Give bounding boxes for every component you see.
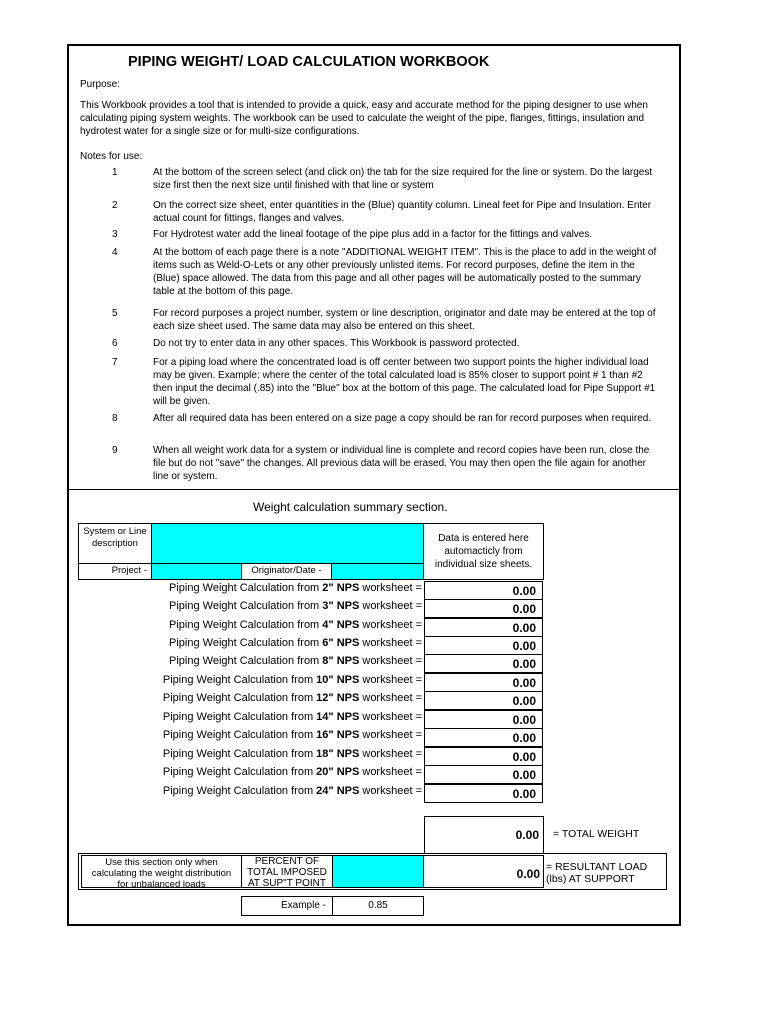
- note-text: After all required data has been entered on a size page a copy should be ran for record purposes when required.: [153, 413, 652, 424]
- note-number: 2: [112, 200, 118, 211]
- row-size: 2": [322, 582, 334, 594]
- row-size: 16": [316, 729, 334, 741]
- row-nps: NPS: [336, 729, 360, 741]
- page-title: PIPING WEIGHT/ LOAD CALCULATION WORKBOOK: [128, 54, 490, 70]
- row-nps: NPS: [336, 637, 360, 649]
- note-number: 3: [112, 229, 118, 240]
- row-size: 14": [316, 711, 334, 723]
- row-suffix: worksheet =: [362, 785, 422, 797]
- row-prefix: Piping Weight Calculation from: [162, 692, 314, 704]
- total-weight-value: 0.00: [515, 828, 539, 842]
- row-nps: NPS: [336, 748, 360, 760]
- row-size: 4": [322, 619, 334, 631]
- row-size: 12": [316, 692, 334, 704]
- auto-entry-note-box: [423, 523, 544, 580]
- row-label: [62, 766, 422, 778]
- row-nps: NPS: [336, 766, 360, 778]
- row-value: 0.00: [424, 673, 543, 692]
- percent-input[interactable]: [332, 855, 424, 888]
- row-value: 0.00: [424, 747, 543, 766]
- note-text: For a piping load where the concentrated load is off center between two support points the higher individual load may be given. Example: where the center of the total calculated load is 85% closer to support point # 1 than #2 then input the decimal (.85) into the "Blue" box at the bottom of this page. The calculated load for Pipe Support #1 will be given.: [153, 357, 656, 407]
- note-number: 1: [112, 167, 118, 178]
- row-prefix: Piping Weight Calculation from: [162, 711, 314, 723]
- row-prefix: Piping Weight Calculation from: [162, 729, 314, 741]
- total-weight-box: [424, 816, 544, 854]
- row-suffix: worksheet =: [362, 766, 422, 778]
- row-prefix: Piping Weight Calculation from: [169, 619, 320, 631]
- row-value: 0.00: [424, 618, 543, 637]
- originator-input[interactable]: [331, 563, 424, 580]
- row-suffix: worksheet =: [362, 674, 422, 686]
- note-text: At the bottom of the screen select (and click on) the tab for the size required for the line or system. Do the largest size first then the next size until finished with that line or system: [153, 167, 653, 191]
- row-prefix: Piping Weight Calculation from: [169, 637, 320, 649]
- row-label: [62, 785, 422, 797]
- row-value: 0.00: [424, 728, 543, 747]
- note-number: 8: [112, 413, 118, 424]
- row-nps: NPS: [336, 600, 360, 612]
- row-suffix: worksheet =: [362, 600, 422, 612]
- row-size: 6": [322, 637, 334, 649]
- row-suffix: worksheet =: [362, 748, 422, 760]
- note-text: For Hydrotest water add the lineal footage of the pipe plus add in a factor for the fittings and valves.: [153, 229, 593, 240]
- row-nps: NPS: [336, 582, 360, 594]
- note-text: When all weight work data for a system or individual line is complete and record copies have been run, close the file but do not "save" the changes. All previous data will be erased. You may then open the file again for another line or system.: [153, 445, 650, 482]
- row-suffix: worksheet =: [362, 655, 422, 667]
- project-input[interactable]: [151, 563, 242, 580]
- note-text: For record purposes a project number, system or line description, originator and date may be entered at the top of each size sheet used. The same data may also be entered on this sheet.: [153, 308, 656, 332]
- row-label: [62, 600, 422, 612]
- row-value: 0.00: [424, 691, 543, 710]
- row-label: [62, 711, 422, 723]
- row-prefix: Piping Weight Calculation from: [169, 655, 320, 667]
- note-text: Do not try to enter data in any other spaces. This Workbook is password protected.: [153, 338, 520, 349]
- section-divider: [67, 489, 681, 490]
- percent-label: PERCENT OF TOTAL IMPOSED AT SUP"T POINT: [241, 855, 333, 888]
- project-label: Project -: [78, 563, 152, 580]
- note-number: 7: [112, 357, 118, 368]
- row-label: [62, 619, 422, 631]
- summary-title: Weight calculation summary section.: [253, 500, 448, 514]
- row-prefix: Piping Weight Calculation from: [162, 785, 314, 797]
- system-line-label: System or Line description: [78, 523, 152, 564]
- row-nps: NPS: [336, 692, 360, 704]
- row-value: 0.00: [424, 636, 543, 655]
- row-suffix: worksheet =: [362, 582, 422, 594]
- row-label: [62, 748, 422, 760]
- example-value: 0.85: [332, 896, 424, 916]
- note-number: 4: [112, 247, 118, 258]
- notes-label: Notes for use:: [80, 151, 143, 162]
- row-prefix: Piping Weight Calculation from: [162, 766, 314, 778]
- row-suffix: worksheet =: [362, 729, 422, 741]
- row-value: 0.00: [424, 710, 543, 729]
- row-value: 0.00: [424, 654, 543, 673]
- row-size: 18": [316, 748, 334, 760]
- originator-label: Originator/Date -: [241, 563, 332, 580]
- row-prefix: Piping Weight Calculation from: [162, 748, 314, 760]
- row-suffix: worksheet =: [362, 711, 422, 723]
- row-prefix: Piping Weight Calculation from: [162, 674, 314, 686]
- row-value: 0.00: [424, 784, 543, 803]
- row-size: 10": [316, 674, 334, 686]
- row-size: 3": [322, 600, 334, 612]
- row-label: [62, 692, 422, 704]
- resultant-value: 0.00: [516, 867, 540, 881]
- note-text: On the correct size sheet, enter quantities in the (Blue) quantity column. Lineal feet for Pipe and Insulation. Enter actual count for fittings, flanges and valves.: [153, 200, 652, 224]
- row-label: [62, 582, 422, 594]
- note-text: At the bottom of each page there is a note "ADDITIONAL WEIGHT ITEM". This is the place to add in the weight of items such as Weld-O-Lets or any other previously unlisted items. For record purposes, define the item in the (Blue) space allowed. The data from this page and all other pages will be automatically posted to the summary table at the bottom of this page.: [153, 247, 657, 297]
- system-line-input[interactable]: [151, 523, 424, 564]
- note-number: 9: [112, 445, 118, 456]
- row-nps: NPS: [336, 655, 360, 667]
- total-weight-label: = TOTAL WEIGHT: [553, 828, 640, 840]
- row-label: [62, 655, 422, 667]
- row-size: 20": [316, 766, 334, 778]
- note-number: 6: [112, 338, 118, 349]
- auto-entry-note: Data is entered here automacticly from individual size sheets.: [434, 533, 533, 570]
- resultant-label: = RESULTANT LOAD (lbs) AT SUPPORT: [546, 861, 648, 885]
- row-value: 0.00: [424, 581, 543, 600]
- note-number: 5: [112, 308, 118, 319]
- row-nps: NPS: [336, 785, 360, 797]
- purpose-label: Purpose:: [80, 79, 121, 90]
- row-prefix: Piping Weight Calculation from: [169, 582, 320, 594]
- row-nps: NPS: [336, 711, 360, 723]
- row-prefix: Piping Weight Calculation from: [169, 600, 320, 612]
- row-size: 24": [316, 785, 334, 797]
- row-suffix: worksheet =: [362, 637, 422, 649]
- row-value: 0.00: [424, 599, 543, 618]
- row-label: [62, 637, 422, 649]
- unbalanced-note: Use this section only when calculating the weight distribution for unbalanced loads: [81, 855, 242, 888]
- row-value: 0.00: [424, 765, 543, 784]
- row-nps: NPS: [336, 674, 360, 686]
- purpose-text: This Workbook provides a tool that is intended to provide a quick, easy and accurate method for the piping designer to use when calculating piping system weights. The workbook can be used to calculate the weight of the pipe, flanges, fittings, insulation and hydrotest water for a single size or for multi-size configurations.: [80, 100, 648, 137]
- example-label: Example -: [241, 896, 333, 916]
- row-nps: NPS: [336, 619, 360, 631]
- row-suffix: worksheet =: [362, 619, 422, 631]
- resultant-box: [423, 855, 544, 888]
- row-size: 8": [322, 655, 334, 667]
- row-label: [62, 674, 422, 686]
- row-suffix: worksheet =: [362, 692, 422, 704]
- row-label: [62, 729, 422, 741]
